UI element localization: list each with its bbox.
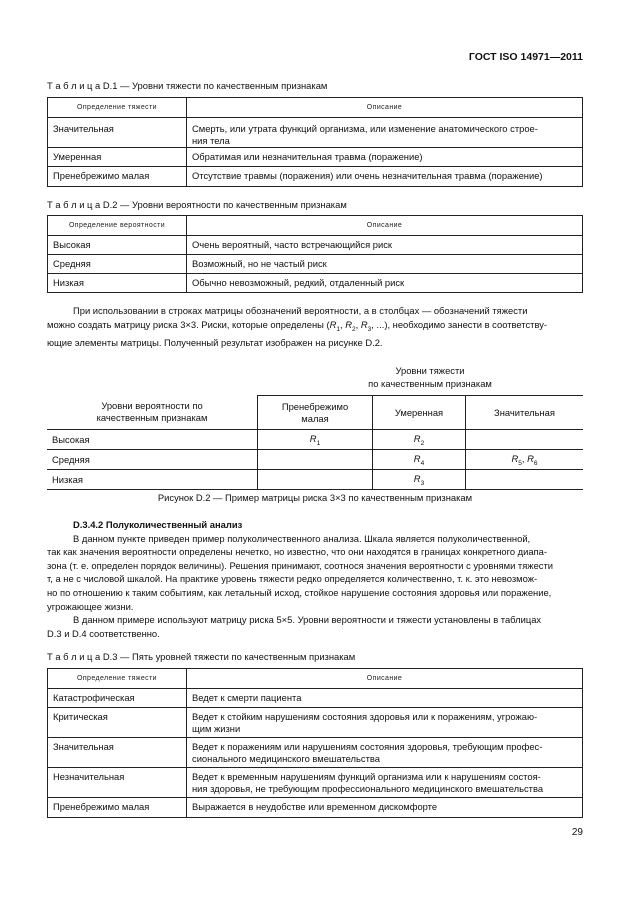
table-d3-desc-line: Ведет к временным нарушениям функций организма или к нарушениям состоя- bbox=[192, 771, 541, 782]
table-d2-caption: Т а б л и ц а D.2 — Уровни вероятности по качественным признакам bbox=[47, 199, 347, 210]
risk-subscript: 1 bbox=[336, 325, 341, 333]
document-standard-header: ГОСТ ISO 14971—2011 bbox=[468, 51, 583, 63]
table-d3-desc-line: Ведет к поражениям или нарушениям состояния здоровья, требующим профес- bbox=[192, 741, 543, 752]
risk-symbol: R bbox=[309, 432, 317, 444]
table-d2-col1-header: Определение вероятности bbox=[48, 216, 187, 236]
table-d3-desc-line: Ведет к стойким нарушениям состояния здоровья или к поражениям, угрожаю- bbox=[192, 711, 538, 722]
risk-subscript: 2 bbox=[352, 325, 356, 333]
matrix-severity-header bbox=[330, 364, 530, 390]
table-row bbox=[48, 236, 583, 255]
table-row bbox=[48, 167, 583, 187]
matrix-row-label: Высокая bbox=[47, 430, 258, 450]
table-row bbox=[48, 274, 583, 293]
text-fragment: , ...), необходимо занести в соответству- bbox=[371, 318, 548, 330]
table-d2-term: Средняя bbox=[48, 255, 187, 274]
table-d2-desc: Возможный, но не частый риск bbox=[187, 255, 583, 274]
risk-subscript: 4 bbox=[420, 459, 425, 467]
table-d3-desc bbox=[187, 738, 583, 768]
header-line: Пренебрежимо bbox=[281, 400, 349, 412]
table-d1-term: Значительная bbox=[48, 118, 187, 148]
risk-subscript: 6 bbox=[533, 459, 538, 467]
table-row bbox=[48, 148, 583, 167]
section-d342 bbox=[47, 518, 583, 640]
table-d3-desc-line: ния здоровья, не требующим профессионального медицинского вмешательства bbox=[192, 783, 544, 794]
matrix-cell bbox=[466, 430, 584, 450]
table-d1-desc-line: ния тела bbox=[192, 135, 230, 146]
paragraph-line: зона (т. е. определен порядок величины). Решения принимают, соотнося значения вероятности с уровнями тяжести bbox=[47, 559, 553, 571]
matrix-cell bbox=[258, 470, 373, 490]
header-line: Уровни вероятности по bbox=[101, 400, 203, 412]
table-d1-col2-header: Описание bbox=[187, 98, 583, 118]
risk-subscript: 1 bbox=[316, 439, 321, 447]
matrix-cell bbox=[373, 430, 466, 450]
risk-symbol: R bbox=[413, 432, 421, 444]
page-number: 29 bbox=[571, 827, 583, 838]
paragraph-line: ющие элементы матрицы. Полученный результат изображен на рисунке D.2. bbox=[47, 337, 383, 349]
table-d2-col2-header: Описание bbox=[187, 216, 583, 236]
risk-symbol: R bbox=[345, 318, 353, 330]
matrix-row bbox=[47, 450, 583, 470]
table-d3-col2-header: Описание bbox=[187, 669, 583, 689]
matrix-cell bbox=[466, 470, 584, 490]
risk-symbol: R bbox=[413, 472, 421, 484]
header-line: по качественным признакам bbox=[368, 378, 492, 389]
matrix-cell bbox=[373, 450, 466, 470]
table-d2-desc: Очень вероятный, часто встречающийся риск bbox=[187, 236, 583, 255]
header-line: качественным признакам bbox=[96, 412, 208, 424]
table-d3-term: Пренебрежимо малая bbox=[48, 798, 187, 818]
table-d3-desc: Ведет к смерти пациента bbox=[187, 689, 583, 708]
risk-symbol: R bbox=[329, 318, 337, 330]
matrix-row bbox=[47, 430, 583, 450]
separator: , bbox=[355, 318, 361, 330]
risk-symbol: R bbox=[413, 452, 421, 464]
table-d1-term: Умеренная bbox=[48, 148, 187, 167]
matrix-cell bbox=[373, 470, 466, 490]
table-d1-term: Пренебрежимо малая bbox=[48, 167, 187, 187]
matrix-col-negligible bbox=[258, 396, 373, 430]
risk-subscript: 3 bbox=[420, 479, 425, 487]
table-d3 bbox=[47, 668, 583, 818]
table-row bbox=[48, 768, 583, 798]
table-d1 bbox=[47, 97, 583, 187]
header-line: Уровни тяжести bbox=[395, 365, 465, 376]
matrix-col-moderate: Умеренная bbox=[373, 396, 466, 430]
paragraph-line: D.3 и D.4 соответственно. bbox=[47, 627, 160, 639]
separator: , bbox=[521, 452, 528, 464]
table-d1-desc: Отсутствие травмы (поражения) или очень незначительная травма (поражение) bbox=[187, 167, 583, 187]
table-d1-desc-line: Смерть, или утрата функций организма, или изменение анатомического строе- bbox=[192, 123, 538, 134]
matrix-row-label: Низкая bbox=[47, 470, 258, 490]
table-d1-col1-header: Определение тяжести bbox=[48, 98, 187, 118]
table-d3-term: Значительная bbox=[48, 738, 187, 768]
table-d2-desc: Обычно невозможный, редкий, отдаленный риск bbox=[187, 274, 583, 293]
risk-symbol: R bbox=[360, 318, 368, 330]
risk-subscript: 3 bbox=[367, 325, 372, 333]
table-d3-desc-line: щим жизни bbox=[192, 723, 241, 734]
table-row bbox=[48, 708, 583, 738]
risk-subscript: 5 bbox=[518, 459, 522, 467]
separator: , bbox=[340, 318, 346, 330]
table-row bbox=[48, 689, 583, 708]
risk-symbol: R bbox=[511, 452, 519, 464]
matrix-row bbox=[47, 470, 583, 490]
matrix-cell bbox=[466, 450, 584, 470]
paragraph-line bbox=[47, 318, 583, 336]
matrix-cell bbox=[258, 430, 373, 450]
matrix-col-significant: Значительная bbox=[466, 396, 584, 430]
paragraph-line: В данном пункте приведен пример полуколичественного анализа. Шкала является полуколичественной, bbox=[73, 532, 531, 544]
risk-subscript: 2 bbox=[420, 439, 425, 447]
paragraph-line: так как значения вероятности определены нечетко, но известно, что они находятся в границах конкретного диапа- bbox=[47, 546, 547, 558]
paragraph-line: т, а не с числовой шкалой. На практике уровень тяжести редко определяется количественно, т. к. это невозмож- bbox=[47, 573, 538, 585]
paragraph-line: угрожающее жизни. bbox=[47, 600, 134, 612]
matrix-prob-header bbox=[47, 396, 258, 430]
table-row bbox=[48, 738, 583, 768]
table-d3-desc bbox=[187, 708, 583, 738]
risk-symbol: R bbox=[527, 452, 534, 464]
table-d1-desc bbox=[187, 118, 583, 148]
matrix-cell bbox=[258, 450, 373, 470]
paragraph-line: В данном примере используют матрицу риска 5×5. Уровни вероятности и тяжести установлены в таблицах bbox=[73, 614, 542, 626]
figure-d2-caption: Рисунок D.2 — Пример матрицы риска 3×3 по качественным признакам bbox=[157, 492, 473, 503]
table-d1-caption: Т а б л и ц а D.1 — Уровни тяжести по качественным признакам bbox=[47, 80, 328, 91]
table-row bbox=[48, 798, 583, 818]
table-d3-caption: Т а б л и ц а D.3 — Пять уровней тяжести по качественным признакам bbox=[47, 651, 356, 662]
table-d3-term: Незначительная bbox=[48, 768, 187, 798]
matrix-intro-paragraph bbox=[47, 304, 583, 350]
table-d1-desc: Обратимая или незначительная травма (поражение) bbox=[187, 148, 583, 167]
table-d2 bbox=[47, 215, 583, 293]
table-d3-desc-line: сионального медицинского вмешательства bbox=[192, 753, 380, 764]
matrix-row-label: Средняя bbox=[47, 450, 258, 470]
paragraph-line: При использовании в строках матрицы обозначений вероятности, а в столбцах — обозначений тяжести bbox=[73, 305, 528, 316]
paragraph-line: но по отношению к таким событиям, как летальный исход, стойкое нарушение состояния здоровья или поражение, bbox=[47, 586, 552, 598]
table-d2-term: Высокая bbox=[48, 236, 187, 255]
table-d3-col1-header: Определение тяжести bbox=[48, 669, 187, 689]
section-heading: D.3.4.2 Полуколичественный анализ bbox=[73, 519, 243, 530]
table-d3-term: Критическая bbox=[48, 708, 187, 738]
table-row bbox=[48, 255, 583, 274]
table-d3-desc: Выражается в неудобстве или временном дискомфорте bbox=[187, 798, 583, 818]
table-d3-desc bbox=[187, 768, 583, 798]
text-fragment: можно создать матрицу риска 3×3. Риски, которые определены ( bbox=[47, 318, 330, 330]
table-d3-term: Катастрофическая bbox=[48, 689, 187, 708]
table-d2-term: Низкая bbox=[48, 274, 187, 293]
risk-matrix bbox=[47, 395, 583, 490]
header-line: малая bbox=[301, 412, 329, 424]
table-row bbox=[48, 118, 583, 148]
